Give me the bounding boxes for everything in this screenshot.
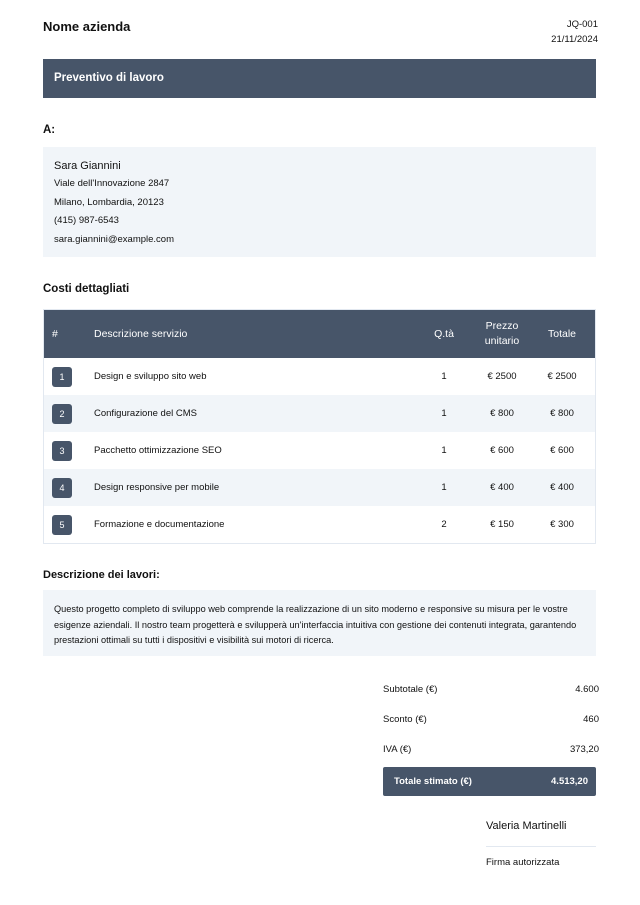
- row-total: € 800: [550, 408, 574, 419]
- subtotal-value: 4.600: [575, 684, 599, 695]
- signature-line: [486, 846, 596, 847]
- work-description-heading: Descrizione dei lavori:: [43, 569, 160, 581]
- row-qty: 1: [441, 482, 447, 493]
- row-qty: 1: [441, 445, 447, 456]
- row-unit-price: € 2500: [487, 371, 517, 382]
- column-header-unit-price-line2: unitario: [484, 335, 520, 347]
- signature-block: [486, 820, 596, 868]
- row-qty: 2: [441, 519, 447, 530]
- row-description: Pacchetto ottimizzazione SEO: [94, 445, 222, 456]
- row-number-badge: 1: [52, 367, 72, 387]
- table-header: [44, 310, 595, 358]
- row-unit-price: € 150: [490, 519, 514, 530]
- table-row: [44, 506, 595, 543]
- discount-label: Sconto (€): [383, 714, 427, 725]
- column-header-total: Totale: [547, 328, 577, 340]
- row-total: € 600: [550, 445, 574, 456]
- table-row: [44, 358, 595, 395]
- recipient-phone: (415) 987-6543: [54, 215, 119, 227]
- column-header-qty: Q.tà: [434, 328, 454, 340]
- work-description-text: Questo progetto completo di sviluppo web comprende la realizzazione di un sito moderno e responsive su misura per le vostre esigenze aziendali. Il nostro team progetterà e svilupperà un'interfaccia intuitiva con gestione dei contenuti integrata, garantendo prestazioni ottimali su tutti i dispositivi e visibilità sui motori di ricerca.: [43, 590, 596, 656]
- quote-date: 21/11/2024: [551, 34, 598, 45]
- row-qty: 1: [441, 408, 447, 419]
- row-number-badge: 2: [52, 404, 72, 424]
- subtotal-label: Subtotale (€): [383, 684, 438, 695]
- recipient-address: Viale dell'Innovazione 2847: [54, 178, 170, 189]
- grand-total-value: 4.513,20: [551, 776, 588, 787]
- recipient-email: sara.giannini@example.com: [54, 233, 175, 245]
- document-title-banner: Preventivo di lavoro: [43, 59, 596, 98]
- vat-value: 373,20: [569, 744, 599, 755]
- row-number-badge: 4: [52, 478, 72, 498]
- row-unit-price: € 400: [490, 482, 514, 493]
- row-description: Configurazione del CMS: [94, 408, 197, 419]
- company-name: Nome azienda: [43, 19, 131, 34]
- discount-row: [383, 714, 599, 728]
- costs-table: [43, 309, 596, 544]
- discount-value: 460: [583, 714, 599, 725]
- document-header: [43, 16, 598, 46]
- grand-total-label: Totale stimato (€): [394, 776, 472, 787]
- row-description: Design e sviluppo sito web: [94, 371, 207, 382]
- table-row: [44, 469, 595, 506]
- quote-meta: [551, 17, 598, 47]
- row-number-badge: 3: [52, 441, 72, 461]
- row-description: Formazione e documentazione: [94, 519, 225, 530]
- table-row: [44, 395, 595, 432]
- recipient-card: [43, 147, 596, 257]
- subtotal-row: [383, 684, 599, 698]
- signatory-name: Valeria Martinelli: [486, 820, 567, 832]
- column-header-num: #: [52, 328, 58, 340]
- column-header-description: Descrizione servizio: [94, 328, 188, 340]
- row-total: € 400: [550, 482, 574, 493]
- vat-label: IVA (€): [383, 744, 412, 755]
- column-header-unit-price-line1: Prezzo: [485, 320, 519, 332]
- column-header-unit-price: [476, 310, 528, 358]
- vat-row: [383, 744, 599, 758]
- row-number-badge: 5: [52, 515, 72, 535]
- row-unit-price: € 800: [490, 408, 514, 419]
- row-unit-price: € 600: [490, 445, 514, 456]
- row-description: Design responsive per mobile: [94, 482, 220, 493]
- row-qty: 1: [441, 371, 447, 382]
- recipient-heading: A:: [43, 124, 56, 136]
- table-row: [44, 432, 595, 469]
- recipient-city: Milano, Lombardia, 20123: [54, 196, 164, 208]
- signature-caption: Firma autorizzata: [486, 857, 560, 868]
- row-total: € 300: [550, 519, 574, 530]
- recipient-name: Sara Giannini: [54, 160, 121, 172]
- row-total: € 2500: [547, 371, 577, 382]
- costs-heading: Costi dettagliati: [43, 283, 130, 295]
- grand-total-bar: [383, 767, 596, 796]
- quote-id: JQ-001: [566, 19, 598, 30]
